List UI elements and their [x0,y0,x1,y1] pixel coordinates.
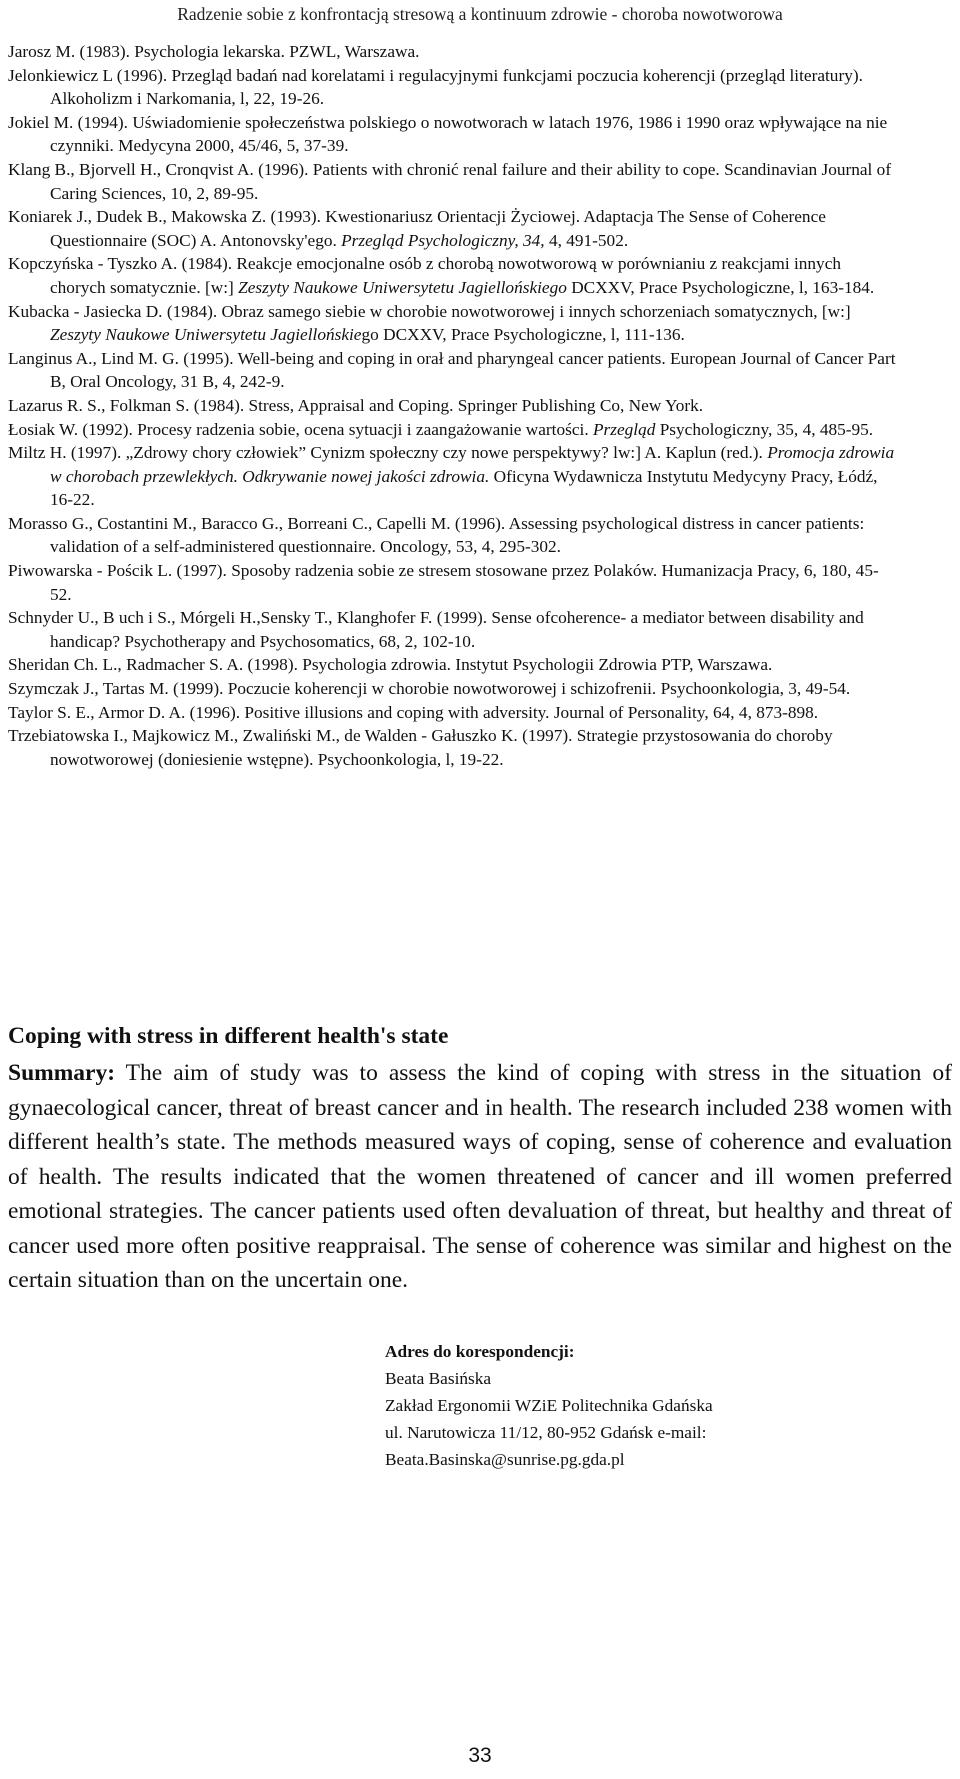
reference-item: Jelonkiewicz L (1996). Przegląd badań nad korelatami i regulacyjnymi funkcjami poczucia koherencji (przegląd literatury). Alkoholizm i Narkomania, l, 22, 19-26. [8,65,863,109]
reference-item: Trzebiatowska I., Majkowicz M., Zwaliński M., de Walden - Gałuszko K. (1997). Strategie przystosowania do choroby nowotworowej (doniesienie wstępne). Psychoonkologia, l, 19-22. [8,726,833,769]
reference-item: Łosiak W. (1992). Procesy radzenia sobie, ocena sytuacji i zaangażowanie wartości. Przegląd Psychologiczny, 35, 4, 485-95. [8,419,874,439]
summary-paragraph [8,1056,952,1298]
author-street: ul. Narutowicza 11/12, 80-952 Gdańsk e-mail: [385,1423,707,1442]
reference-item: Langinus A., Lind M. G. (1995). Well-being and coping in orał and pharyngeal cancer patients. European Journal of Cancer Part B, Oral Oncology, 31 B, 4, 242-9. [8,348,896,392]
english-summary [8,1022,952,1298]
reference-item: Klang B., Bjorvell H., Cronqvist A. (1996). Patients with chronić renal failure and their ability to cope. Scandinavian Journal of Caring Sciences, 10, 2, 89-95. [8,159,892,203]
reference-item: Miltz H. (1997). „Zdrowy chory człowiek” Cynizm społeczny czy nowe perspektywy? lw:] A. Kaplun (red.). Promocja zdrowia w chorobach przewlekłych. Odkrywanie nowej jakości zdrowia. Oficyna Wydawnicza Instytutu Medycyny Pracy, Łódź, 16-22. [8,443,895,510]
page-number: 33 [468,1744,492,1767]
reference-item: Szymczak J., Tartas M. (1999). Poczucie koherencji w chorobie nowotworowej i schizofrenii. Psychoonkologia, 3, 49-54. [8,679,851,699]
reference-item: Jarosz M. (1983). Psychologia lekarska. PZWL, Warszawa. [8,42,420,61]
summary-title: Coping with stress in different health's state [8,1023,449,1049]
author-institution: Zakład Ergonomii WZiE Politechnika Gdańska [385,1396,713,1415]
reference-item: Piwowarska - Pościk L. (1997). Sposoby radzenia sobie ze stresem stosowane przez Polaków. Humanizacja Pracy, 6, 180, 45-52. [8,561,879,604]
author-email: Beata.Basinska@sunrise.pg.gda.pl [385,1450,625,1469]
reference-item: Kubacka - Jasiecka D. (1984). Obraz samego siebie w chorobie nowotworowej i innych schorzeniach somatycznych, [w:] Zeszyty Naukowe Uniwersytetu Jagiellońskiego DCXXV, Prace Psychologiczne, l, 111-136. [8,301,851,345]
address-label: Adres do korespondencji: [385,1342,575,1361]
reference-item: Kopczyńska - Tyszko A. (1984). Reakcje emocjonalne osób z chorobą nowotworową w porównianiu z reakcjami innych chorych somatycznie. [w:] Zeszyty Naukowe Uniwersytetu Jagiellońskiego DCXXV, Prace Psychologiczne, l, 163-184. [8,254,875,297]
reference-item: Lazarus R. S., Folkman S. (1984). Stress, Appraisal and Coping. Springer Publishing Co, New York. [8,395,704,415]
reference-item: Koniarek J., Dudek B., Makowska Z. (1993). Kwestionariusz Orientacji Życiowej. Adaptacja The Sense of Coherence Questionnaire (SOC) A. Antonovsky'ego. Przegląd Psychologiczny, 34, 4, 491-502. [8,207,826,250]
reference-list [8,40,898,771]
summary-text: The aim of study was to assess the kind of coping with stress in the situation of gynaecological cancer, threat of breast cancer and in health. The research included 238 women with different health’s state. The methods measured ways of coping, sense of coherence and evaluation of health. The results indicated that the women threatened of cancer and ill women preferred emotional strategies. The cancer patients used often devaluation of threat, but healthy and threat of cancer used more often positive reappraisal. The sense of coherence was similar and highest on the certain situation than on the uncertain one. [8,1060,952,1293]
reference-item: Schnyder U., B uch i S., Mórgeli H.,Sensky T., Klanghofer F. (1999). Sense ofcoherence- a mediator between disability and handicap? Psychotherapy and Psychosomatics, 68, 2, 102-10. [8,608,864,651]
reference-item: Jokiel M. (1994). Uświadomienie społeczeństwa polskiego o nowotworach w latach 1976, 1986 i 1990 oraz wpływające na nie czynniki. Medycyna 2000, 45/46, 5, 37-39. [8,112,888,156]
reference-item: Taylor S. E., Armor D. A. (1996). Positive illusions and coping with adversity. Journal of Personality, 64, 4, 873-898. [8,702,819,722]
summary-label: Summary: [8,1060,116,1086]
reference-item: Sheridan Ch. L., Radmacher S. A. (1998). Psychologia zdrowia. Instytut Psychologii Zdrowia PTP, Warszawa. [8,655,773,675]
author-name: Beata Basińska [385,1369,492,1388]
correspondence-address [385,1338,905,1473]
reference-item: Morasso G., Costantini M., Baracco G., Borreani C., Capelli M. (1996). Assessing psychological distress in cancer patients: validation of a self-administered questionnaire. Oncology, 53, 4, 295-302. [8,513,865,557]
running-header: Radzenie sobie z konfrontacją stresową a kontinuum zdrowie - choroba nowotworowa [177,4,783,24]
